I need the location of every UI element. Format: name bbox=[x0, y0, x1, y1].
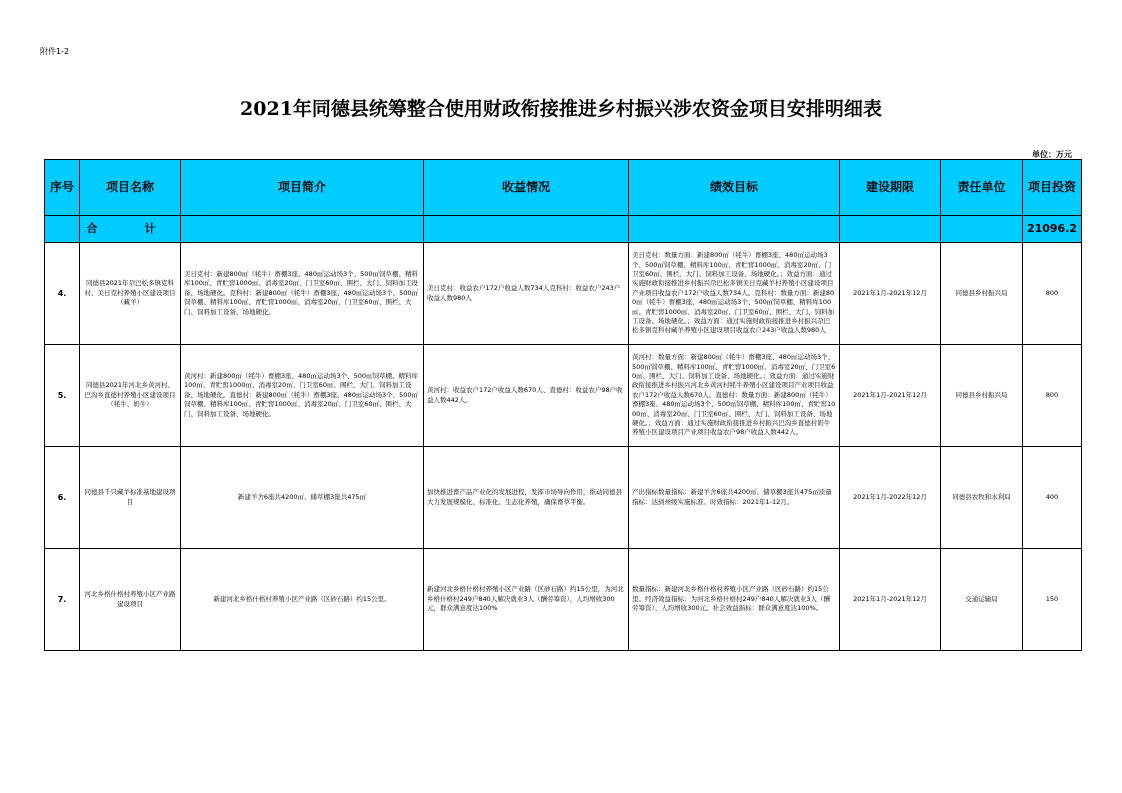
header-benefit: 收益情况 bbox=[424, 160, 629, 216]
row-name: 同德县2021年河北乡黄河村、巴沟乡直德村养殖小区建设项目（牦牛、奶牛） bbox=[80, 345, 181, 447]
total-blank bbox=[840, 216, 941, 243]
row-benefit: 黄河村：收益农户172户收益人数670人、直德村：收益农户98户收益人数442人。 bbox=[424, 345, 629, 447]
header-goal: 绩效目标 bbox=[629, 160, 840, 216]
row-seq: 7. bbox=[45, 549, 80, 651]
header-row bbox=[45, 160, 1082, 216]
row-intro: 美日克村：新建800㎡（牦牛）畜棚3座、480㎡运动场3个、500㎡饲草棚、精料库100㎡、青贮窖1000㎡、消毒室20㎡、门卫室60㎡、围栏、大门、饲料加工设备、场地硬化。克科村：新建800㎡（牦牛）畜棚3座、480㎡运动场3个、500㎡饲草棚、精料库100㎡、青贮窖1000㎡、消毒室20㎡、门卫室60㎡、围栏、大门、饲料加工设备、场地硬化。 bbox=[181, 243, 424, 345]
row-amount: 400 bbox=[1023, 447, 1082, 549]
row-benefit: 美日克村：收益农户172户收益人数734人克科村：收益农户243户收益人数980人 bbox=[424, 243, 629, 345]
row-goal: 美日克村：数量方面：新建800㎡（牦牛）畜棚3座、480㎡运动场3个、500㎡饲草棚、精料库100㎡、青贮窖1000㎡、消毒室20㎡、门卫室60㎡、围栏、大门、饲料加工设备、场地硬化。；效益方面：通过实施财政衔接推进乡村振兴尕巴松多镇美日克藏羊村养殖小区建设项目产业项目收益农户172户收益人数734人。克科村：数量方面：新建800㎡（牦牛）畜棚3座、480㎡运动场3个、500㎡饲草棚、精料库100㎡、青贮窖1000㎡、消毒室20㎡、门卫室60㎡、围栏、大门、饲料加工设备、场地硬化。；效益方面：通过实施财政衔接推进乡村振兴尕巴松多镇克科村藏羊养殖小区建设项目收益农户243户收益人数980人 bbox=[629, 243, 840, 345]
table-row bbox=[45, 549, 1082, 651]
row-period: 2021年1月-2021年12月 bbox=[840, 549, 941, 651]
row-period: 2021年1月-2022年12月 bbox=[840, 447, 941, 549]
row-goal: 黄河村：数量方面：新建800㎡（牦牛）畜棚3座、480㎡运动场3个、500㎡饲草棚、精料库100㎡、青贮窖1000㎡、消毒室20㎡、门卫室60㎡、围栏、大门、饲料加工设备、场地硬化。；效益方面：通过实施财政衔接推进乡村振兴河北乡黄河村牦牛养殖小区建设项目产业项目收益农户172户收益人数670人。直德村：数量方面：新建800㎡（牦牛）畜棚3座、480㎡运动场3个、500㎡饲草棚、精料库100㎡、青贮窖1000㎡、消毒室20㎡、门卫室60㎡、围栏、大门、饲料加工设备、场地硬化。；效益方面：通过实施财政衔接推进乡村振兴巴沟乡直德村奶牛养殖小区建设项目产业项目收益农户98户收益人数442人。 bbox=[629, 345, 840, 447]
row-goal: 数量指标：新建河北乡格什格村养殖小区产业路（区砂石路）约15公里。经济效益指标：为河北乡格什格村249户840人解决就业3人（酬劳筹资）、人均增收300元。社会效益指标：群众满意度达100%。 bbox=[629, 549, 840, 651]
table-row bbox=[45, 345, 1082, 447]
row-unit: 同德县农牧和水利局 bbox=[941, 447, 1023, 549]
row-name: 河北乡格什格村养殖小区产业路建设项目 bbox=[80, 549, 181, 651]
unit-label: 单位：万元 bbox=[1032, 150, 1072, 159]
total-label: 合 计 bbox=[80, 216, 181, 243]
row-period: 2021年1月-2021年12月 bbox=[840, 243, 941, 345]
total-amount: 21096.2 bbox=[1023, 216, 1082, 243]
attachment-label: 附件1-2 bbox=[40, 47, 70, 56]
row-seq: 4. bbox=[45, 243, 80, 345]
row-name: 同德县2021年尕巴松多镇克科村、美日克村养殖小区建设项目（藏羊） bbox=[80, 243, 181, 345]
row-benefit: 新建河北乡格什格村养殖小区产业路（区砂石路）约15公里，为河北乡格什格村249户840人解决就业3人（酬劳筹资），人均增收300元，群众满意度达100% bbox=[424, 549, 629, 651]
row-unit: 同德县乡村振兴局 bbox=[941, 243, 1023, 345]
total-blank bbox=[629, 216, 840, 243]
row-intro: 黄河村：新建800㎡（牦牛）畜棚3座、480㎡运动场3个、500㎡饲草棚、精料库100㎡、青贮窖1000㎡、消毒室20㎡、门卫室60㎡、围栏、大门、饲料加工设备、场地硬化。直德村：新建800㎡（牦牛）畜棚3座、480㎡运动场3个、500㎡饲草棚、精料库100㎡、青贮窖1000㎡、消毒室20㎡、门卫室60㎡、围栏、大门、饲料加工设备、场地硬化。 bbox=[181, 345, 424, 447]
header-period: 建设期限 bbox=[840, 160, 941, 216]
row-unit: 同德县乡村振兴局 bbox=[941, 345, 1023, 447]
row-seq: 6. bbox=[45, 447, 80, 549]
row-name: 同德县千只藏羊标准基地建设项目 bbox=[80, 447, 181, 549]
table-row bbox=[45, 243, 1082, 345]
header-intro: 项目简介 bbox=[181, 160, 424, 216]
total-row bbox=[45, 216, 1082, 243]
header-name: 项目名称 bbox=[80, 160, 181, 216]
total-blank bbox=[181, 216, 424, 243]
header-seq: 序号 bbox=[45, 160, 80, 216]
row-intro: 新建河北乡格什格村养殖小区产业路（区砂石路）约15公里。 bbox=[181, 549, 424, 651]
header-unit: 责任单位 bbox=[941, 160, 1023, 216]
row-amount: 150 bbox=[1023, 549, 1082, 651]
row-amount: 800 bbox=[1023, 345, 1082, 447]
row-intro: 新建羊舍6座共4200㎡、储草棚3座共475㎡ bbox=[181, 447, 424, 549]
row-seq: 5. bbox=[45, 345, 80, 447]
table-row bbox=[45, 447, 1082, 549]
row-benefit: 加快推进畜产品产业化的发展进程，发挥市场导向作用，推动同德县大力发展规模化、标准化、生态化养殖，确保畜草平衡。 bbox=[424, 447, 629, 549]
row-amount: 800 bbox=[1023, 243, 1082, 345]
row-unit: 交通运输局 bbox=[941, 549, 1023, 651]
row-period: 2021年1月-2021年12月 bbox=[840, 345, 941, 447]
header-amount: 项目投资 bbox=[1023, 160, 1082, 216]
page-title: 2021年同德县统筹整合使用财政衔接推进乡村振兴涉农资金项目安排明细表 bbox=[240, 98, 882, 120]
total-blank bbox=[941, 216, 1023, 243]
row-goal: 产出指标数量指标：新建羊舍6座共4200㎡、储草棚3座共475㎡质量指标：达到州级实施标准。时效指标：2021年1-12月。 bbox=[629, 447, 840, 549]
total-blank bbox=[45, 216, 80, 243]
total-blank bbox=[424, 216, 629, 243]
project-table bbox=[44, 159, 1082, 651]
